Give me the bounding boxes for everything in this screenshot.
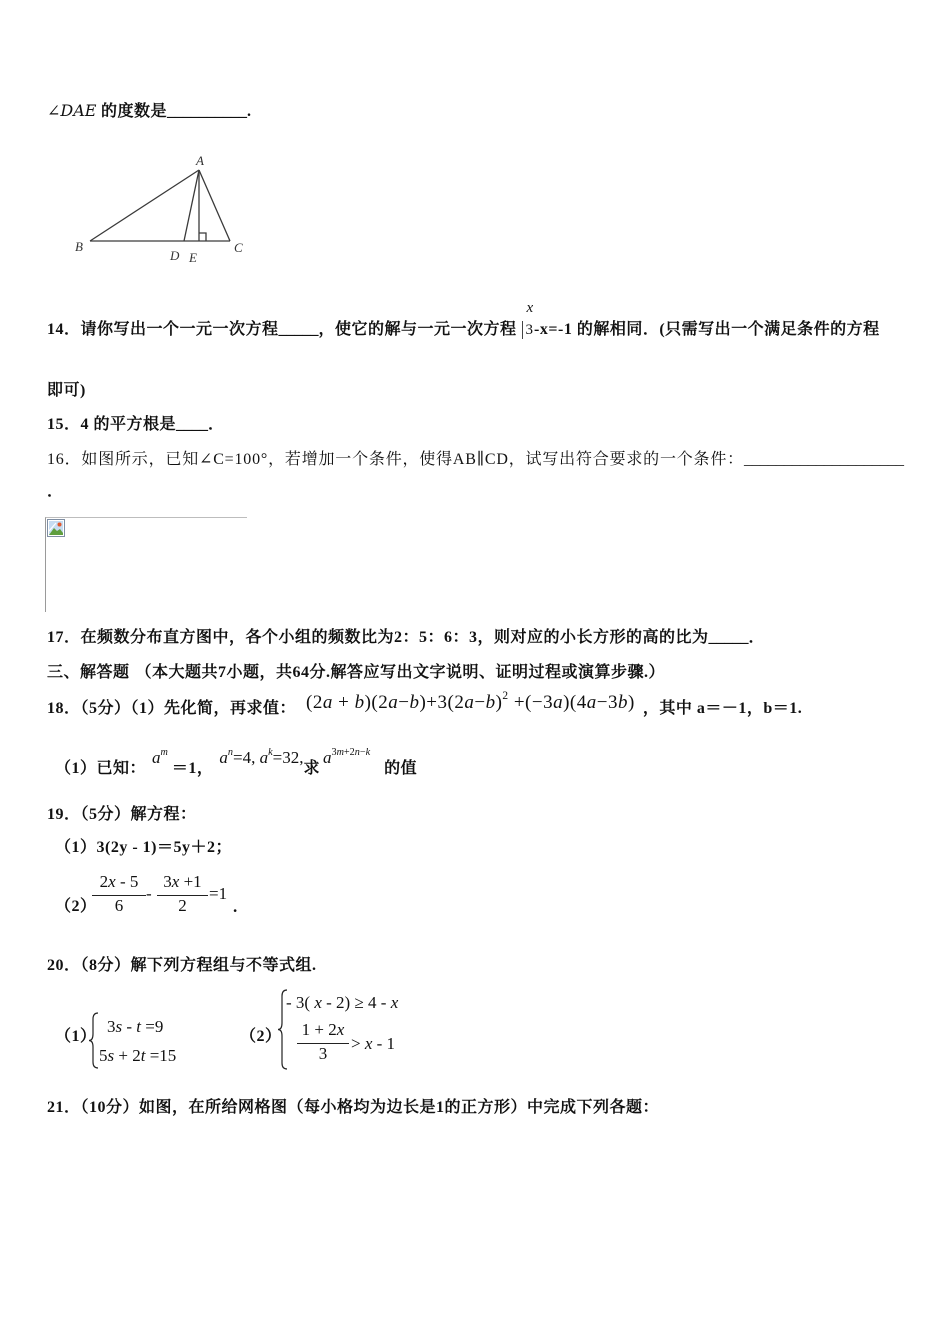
vertex-label-c: C xyxy=(234,240,243,255)
missing-figure-placeholder xyxy=(45,517,247,612)
fraction-3x-plus-1-over-2 xyxy=(157,872,208,916)
answer-blank: ____ xyxy=(176,416,209,433)
power-conditions xyxy=(219,748,303,767)
question-text: ＝1， xyxy=(171,760,214,777)
fraction-2x-minus-5-over-6 xyxy=(92,872,146,916)
math-token: m xyxy=(336,746,344,758)
question-19 xyxy=(47,805,197,825)
period: . xyxy=(246,103,252,120)
answer-blank: __________ xyxy=(166,103,247,120)
math-token: x xyxy=(314,993,322,1012)
math-token: 3 xyxy=(107,1017,116,1036)
math-token: > xyxy=(351,1034,365,1053)
math-token: − xyxy=(359,746,366,758)
math-token: =4, xyxy=(232,748,260,767)
equation-rhs: =1 xyxy=(209,884,228,903)
question-20-part-2-label: （2） xyxy=(240,1028,282,1045)
question-text: 如图所示，已知∠C=100°，若增加一个条件，使得AB∥CD，试写出符合要求的一个条件： xyxy=(81,451,744,468)
minus-sign: - xyxy=(146,884,152,903)
math-token: −3 xyxy=(596,692,618,713)
question-18-part-2 xyxy=(55,746,418,779)
math-token: x xyxy=(171,872,180,891)
math-token: x xyxy=(390,993,399,1012)
math-token: − xyxy=(474,692,486,713)
math-token: 2 xyxy=(99,872,109,891)
question-number: 16． xyxy=(47,451,82,468)
math-token: - xyxy=(122,1017,137,1036)
point-label-d: D xyxy=(170,248,180,263)
math-token: t xyxy=(136,1017,142,1036)
side-ba xyxy=(90,170,199,241)
fraction-1-plus-2x-over-3 xyxy=(297,1020,349,1064)
math-token: )+3(2 xyxy=(419,692,465,713)
fraction-denominator: 6 xyxy=(92,895,146,916)
math-token: ) xyxy=(495,692,503,713)
question-19-part-2-label: （2） xyxy=(55,898,97,915)
part-label: （1）先化简，再求值： xyxy=(130,700,297,717)
math-token: b xyxy=(617,692,628,713)
fraction-x-over-3 xyxy=(522,300,534,339)
math-token: =32, xyxy=(272,748,304,767)
period: ． xyxy=(748,629,766,646)
question-points: （5分） xyxy=(80,806,131,823)
question-14 xyxy=(47,300,880,340)
question-20-part-1-label: （1） xyxy=(55,1028,97,1045)
period: . xyxy=(233,897,238,916)
triangle-figure xyxy=(60,145,260,270)
right-angle-mark xyxy=(199,233,206,241)
math-token: + xyxy=(332,692,355,713)
segment-ad xyxy=(184,170,199,241)
question-text: 的度数是 xyxy=(96,103,167,120)
math-token: =15 xyxy=(145,1046,177,1065)
section-heading xyxy=(47,663,665,683)
math-token: a xyxy=(464,692,475,713)
question-16 xyxy=(47,450,904,470)
fraction-numerator xyxy=(98,872,141,892)
question-number: 19． xyxy=(47,806,81,823)
question-number: 18． xyxy=(47,700,81,717)
math-token: )(2 xyxy=(364,692,389,713)
math-token: a xyxy=(553,692,564,713)
question-number: 21． xyxy=(47,1099,81,1116)
question-points: （10分） xyxy=(80,1099,140,1116)
fraction-numerator: x xyxy=(526,300,534,316)
fraction-denominator: 3 xyxy=(297,1043,349,1064)
point-label-e: E xyxy=(189,250,197,265)
question-number: 15． xyxy=(47,416,81,433)
math-token: s xyxy=(115,1017,123,1036)
power-a-m xyxy=(152,748,168,767)
target-power xyxy=(323,748,370,767)
math-token: b xyxy=(354,692,365,713)
math-token: k xyxy=(268,746,273,758)
given-values: ，其中 a＝－1，b＝1. xyxy=(642,700,803,717)
angle-dae: ∠DAE xyxy=(47,101,97,120)
math-token: +(−3 xyxy=(508,692,554,713)
math-token: a xyxy=(152,748,161,767)
question-points: （8分） xyxy=(80,957,131,974)
math-token: 3 xyxy=(163,872,172,891)
math-token: a xyxy=(586,692,597,713)
section-title: 三、解答题 xyxy=(47,664,130,681)
math-token: - 5 xyxy=(115,872,139,891)
math-token: k xyxy=(365,746,371,758)
question-text: 请你写出一个一元一次方程 xyxy=(80,321,279,338)
answer-blank: ____________________ xyxy=(743,451,904,468)
math-token: − xyxy=(398,692,410,713)
math-token: a xyxy=(322,748,332,767)
math-token: - 1 xyxy=(372,1034,396,1053)
part-label: （1）已知： xyxy=(55,760,147,777)
system-1-equation-1 xyxy=(107,1017,163,1037)
system-1-equation-2 xyxy=(99,1046,176,1066)
equation-rest: -x=-1 xyxy=(534,321,573,338)
math-token: )(4 xyxy=(563,692,587,713)
broken-image-icon xyxy=(47,519,65,537)
question-18 xyxy=(47,689,803,719)
question-text: ，使它的解与一元一次方程 xyxy=(318,321,517,338)
math-token: a xyxy=(388,692,399,713)
question-text: 的值 xyxy=(384,760,418,777)
math-token: a xyxy=(219,748,228,767)
math-token: 5 xyxy=(99,1046,108,1065)
fraction-numerator xyxy=(300,1020,347,1040)
question-text: 如图，在所给网格图（每小格均为边长是1的正方形）中完成下列各题： xyxy=(139,1099,660,1116)
math-token: =9 xyxy=(141,1017,164,1036)
math-token: 3 xyxy=(331,746,337,758)
math-token: +2 xyxy=(343,746,355,758)
fraction-denominator: 2 xyxy=(157,895,208,916)
math-token: n xyxy=(354,746,360,758)
math-token: - 2) ≥ 4 - xyxy=(321,993,391,1012)
math-token: m xyxy=(160,746,168,758)
fraction-denominator: 3 xyxy=(525,322,534,338)
math-token: +1 xyxy=(179,872,202,891)
section-note: （本大题共7小题，共64分.解答应写出文字说明、证明过程或演算步骤.） xyxy=(135,664,666,681)
question-number: 20． xyxy=(47,957,81,974)
question-points: （5分） xyxy=(80,700,131,717)
answer-blank: _____ xyxy=(278,321,319,338)
math-token: n xyxy=(227,746,233,758)
period: ． xyxy=(208,416,225,433)
question-17 xyxy=(47,628,765,648)
question-text: 4 的平方根是 xyxy=(80,416,177,433)
math-token: t xyxy=(140,1046,146,1065)
question-text: 求 xyxy=(303,760,320,777)
answer-blank: _____ xyxy=(708,629,749,646)
question-text: 解方程： xyxy=(130,806,197,823)
question-19-part-1: （1）3(2y - 1)＝5y＋2； xyxy=(55,839,232,856)
math-token: (2 xyxy=(306,692,323,713)
math-token: x xyxy=(108,872,116,891)
math-token: x xyxy=(364,1034,373,1053)
math-token: ) xyxy=(627,692,635,713)
system-2-inequality-1 xyxy=(286,993,398,1013)
vertex-label-a: A xyxy=(196,153,204,168)
system-2-inequality-2-rest xyxy=(351,1034,395,1054)
simplify-expression xyxy=(306,689,635,713)
math-token: 1 + 2 xyxy=(301,1020,337,1039)
math-token: b xyxy=(485,692,496,713)
question-number: 14． xyxy=(47,321,81,338)
question-text: 解下列方程组与不等式组. xyxy=(130,957,317,974)
math-token: a xyxy=(259,748,269,767)
math-token: a xyxy=(322,692,333,713)
question-16-period: ． xyxy=(47,483,64,500)
math-token: + 2 xyxy=(114,1046,141,1065)
question-21 xyxy=(47,1098,659,1118)
question-text: 的解相同．(只需写出一个满足条件的方程 xyxy=(572,321,880,338)
math-token: - 3( xyxy=(286,993,315,1012)
vertex-label-b: B xyxy=(75,239,83,254)
math-token: 2 xyxy=(502,689,509,702)
math-token: s xyxy=(107,1046,115,1065)
question-number: 17． xyxy=(47,629,81,646)
question-20 xyxy=(47,956,317,976)
question-14-continued: 即可) xyxy=(47,382,86,399)
question-text: 在频数分布直方图中，各个小组的频数比为2：5：6：3，则对应的小长方形的高的比为 xyxy=(80,629,709,646)
question-15 xyxy=(47,415,225,435)
fraction-numerator xyxy=(161,872,203,892)
side-ac xyxy=(199,170,230,241)
question-13-tail xyxy=(47,101,251,122)
math-token: b xyxy=(409,692,420,713)
math-token: x xyxy=(336,1020,345,1039)
